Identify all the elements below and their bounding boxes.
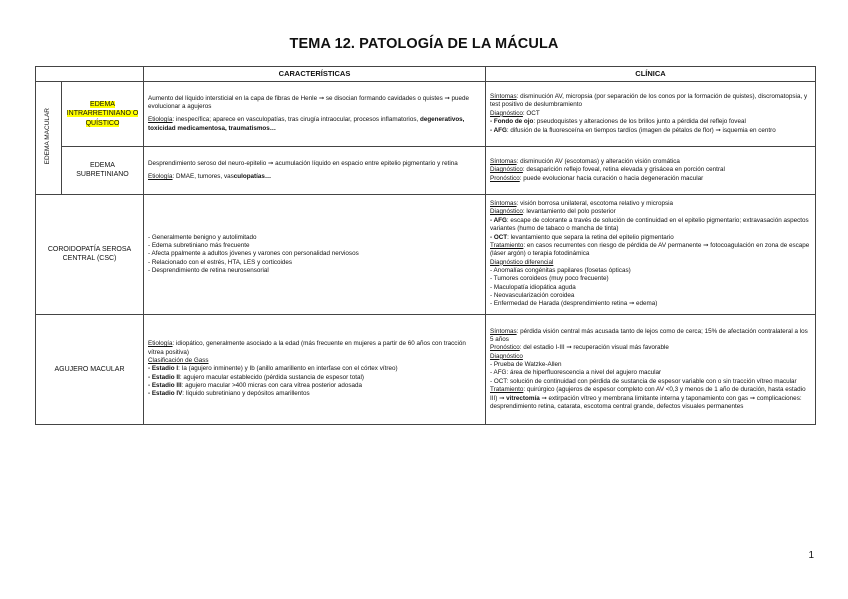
list-item: - Estadio III: agujero macular >400 micras con cara vítrea posterior adosada <box>148 382 363 389</box>
group-label-cell <box>36 81 62 194</box>
list-item: - Anomalías congénitas papilares (fosetas ópticas) <box>490 267 631 274</box>
clin-fondo: - Fondo de ojo: pseudoquistes y alteraciones de los brillos junto a pérdida del reflejo foveal <box>490 118 746 126</box>
list-item: - Tumores coroideos (muy poco frecuente) <box>490 275 609 283</box>
characteristics-cell <box>144 314 486 424</box>
row-name-edema-quistico: EDEMA INTRARRETINIANO O QUÍSTICO <box>66 101 139 127</box>
table-row <box>36 146 816 194</box>
list-item: - Estadio II: agujero macular establecido (pérdida sustancia de espesor total) <box>148 373 364 381</box>
group-label: EDEMA MACULAR <box>44 108 52 165</box>
list-item: - Maculopatía idiopática aguda <box>490 283 576 291</box>
header-clinical: CLÍNICA <box>486 67 816 82</box>
pathology-table <box>35 66 816 425</box>
clinical-cell <box>486 194 816 314</box>
clinical-cell <box>486 314 816 424</box>
clin-symptoms: Síntomas: pérdida visión central más acusada tanto de lejos como de cerca; 15% de afectación contralateral a los 5 años <box>490 327 808 344</box>
clin-diagnosis: Diagnóstico: desaparición reflejo foveal, retina elevada y grisácea en porción central <box>490 166 725 174</box>
clin-prognosis: Pronóstico: puede evolucionar hacia curación o hacia degeneración macular <box>490 174 704 182</box>
clin-symptoms: Síntomas: disminución AV (escotomas) y alteración visión cromática <box>490 157 680 165</box>
clin-treatment: Tratamiento: en casos recurrentes con riesgo de pérdida de AV permanente ➞ fotocoagulación en zona de escape (láser argón) o terapia fotodinámica <box>490 241 810 258</box>
row-name-cell <box>62 146 144 194</box>
header-empty <box>36 67 144 82</box>
list-item: - Desprendimiento de retina neurosensorial <box>148 267 269 274</box>
char-etiology: Etiología: inespecífica; aparece en vasculopatías, tras cirugía intraocular, procesos inflamatorios, degenerativos, toxicidad medicamentosa, traumatismos… <box>148 116 465 132</box>
clin-treatment: Tratamiento: quirúrgico (agujeros de espesor completo con AV <0,3 y menos de 1 año de duración, hasta estadio III) ➞ vitrectomía ➞ extirpación vítreo y membrana limitante interna y taponamiento con gas ➞ complicaciones: desprendimiento retina, catarata, escotoma central grande, defectos visuales permanentes <box>490 386 806 410</box>
page-number: 1 <box>808 550 814 561</box>
characteristics-cell <box>144 81 486 146</box>
row-name-agujero: AGUJERO MACULAR <box>54 365 125 373</box>
clin-afg: - AFG: escape de colorante a través de solución de continuidad en el epitelio pigmentario; extravasación aspectos variantes (humo de tabaco o mancha de tinta) <box>490 216 809 233</box>
list-item: - Afecta ppalmente a adultos jóvenes y varones con personalidad nerviosos <box>148 250 359 258</box>
clin-diagnosis: Diagnóstico: levantamiento del polo posterior <box>490 208 616 216</box>
table-row <box>36 81 816 146</box>
characteristics-cell <box>144 146 486 194</box>
header-characteristics: CARACTERÍSTICAS <box>144 67 486 82</box>
clin-symptoms: Síntomas: visión borrosa unilateral, escotoma relativo y micropsia <box>490 200 674 208</box>
table-row <box>36 314 816 424</box>
char-gass: Clasificación de Gass <box>148 356 209 364</box>
list-item: - AFG: área de hiperfluorescencia a nivel del agujero macular <box>490 369 662 377</box>
row-name-cell <box>36 314 144 424</box>
list-item: - Relacionado con el estrés, HTA, LES y corticoides <box>148 258 293 266</box>
clin-prognosis: Pronóstico: del estadio I-III ➞ recuperación visual más favorable <box>490 344 669 352</box>
clin-diagnosis: Diagnóstico <box>490 352 523 360</box>
char-etiology: Etiología: DMAE, tumores, vasculopatías… <box>148 172 272 180</box>
clin-afg: - AFG: difusión de la fluoresceína en tiempos tardíos (imagen de pétalos de flor) ➞ isquemia en centro <box>490 126 776 134</box>
characteristics-cell <box>144 194 486 314</box>
row-name-edema-subretiniano: EDEMA SUBRETINIANO <box>76 162 129 179</box>
list-item: - Neovascularización coroidea <box>490 292 575 300</box>
list-item: - OCT: solución de continuidad con pérdida de sustancia de espesor variable con o sin tracción vítreo macular <box>490 377 797 385</box>
clin-differential: Diagnóstico diferencial <box>490 258 554 266</box>
clin-diagnosis: Diagnóstico: OCT <box>490 109 540 117</box>
list-item: - Estadio IV: líquido subretiniano y depósitos amarillentos <box>148 390 310 398</box>
row-name-cell <box>62 81 144 146</box>
list-item: - Generalmente benigno y autolimitado <box>148 233 257 241</box>
page-title: TEMA 12. PATOLOGÍA DE LA MÁCULA <box>289 36 559 52</box>
char-description: Aumento del líquido intersticial en la capa de fibras de Henle ➞ se disocian formando cavidades o quistes ➞ puede evolucionar a agujeros <box>148 94 470 111</box>
clinical-cell <box>486 146 816 194</box>
clin-oct: - OCT: levantamiento que separa la retina del epitelio pigmentario <box>490 233 674 241</box>
char-description: Desprendimiento seroso del neuro-epitelio ➞ acumulación líquido en espacio entre epitelio pigmentario y retina <box>148 159 458 167</box>
list-item: - Estadio I: Ia (agujero inminente) y Ib (anillo amarillento en interfase con el córtex vítreo) <box>148 365 398 373</box>
list-item: - Enfermedad de Harada (desprendimiento retina ➞ edema) <box>490 300 658 308</box>
table-row <box>36 194 816 314</box>
clin-symptoms: Síntomas: disminución AV, micropsia (por separación de los conos por la formación de quistes), discromatopsia, y test positivo de deslumbramiento <box>490 93 808 109</box>
header-row <box>36 67 816 82</box>
char-etiology: Etiología: idiopático, generalmente asociado a la edad (más frecuente en mujeres a partir de 60 años con tracción vítrea positiva) <box>148 340 466 356</box>
clinical-cell <box>486 81 816 146</box>
row-name-cell <box>36 194 144 314</box>
row-name-csc: COROIDOPATÍA SEROSA CENTRAL (CSC) <box>47 246 132 263</box>
list-item: - Edema subretiniano más frecuente <box>148 241 250 249</box>
list-item: - Prueba de Watzke-Allen <box>490 361 562 369</box>
